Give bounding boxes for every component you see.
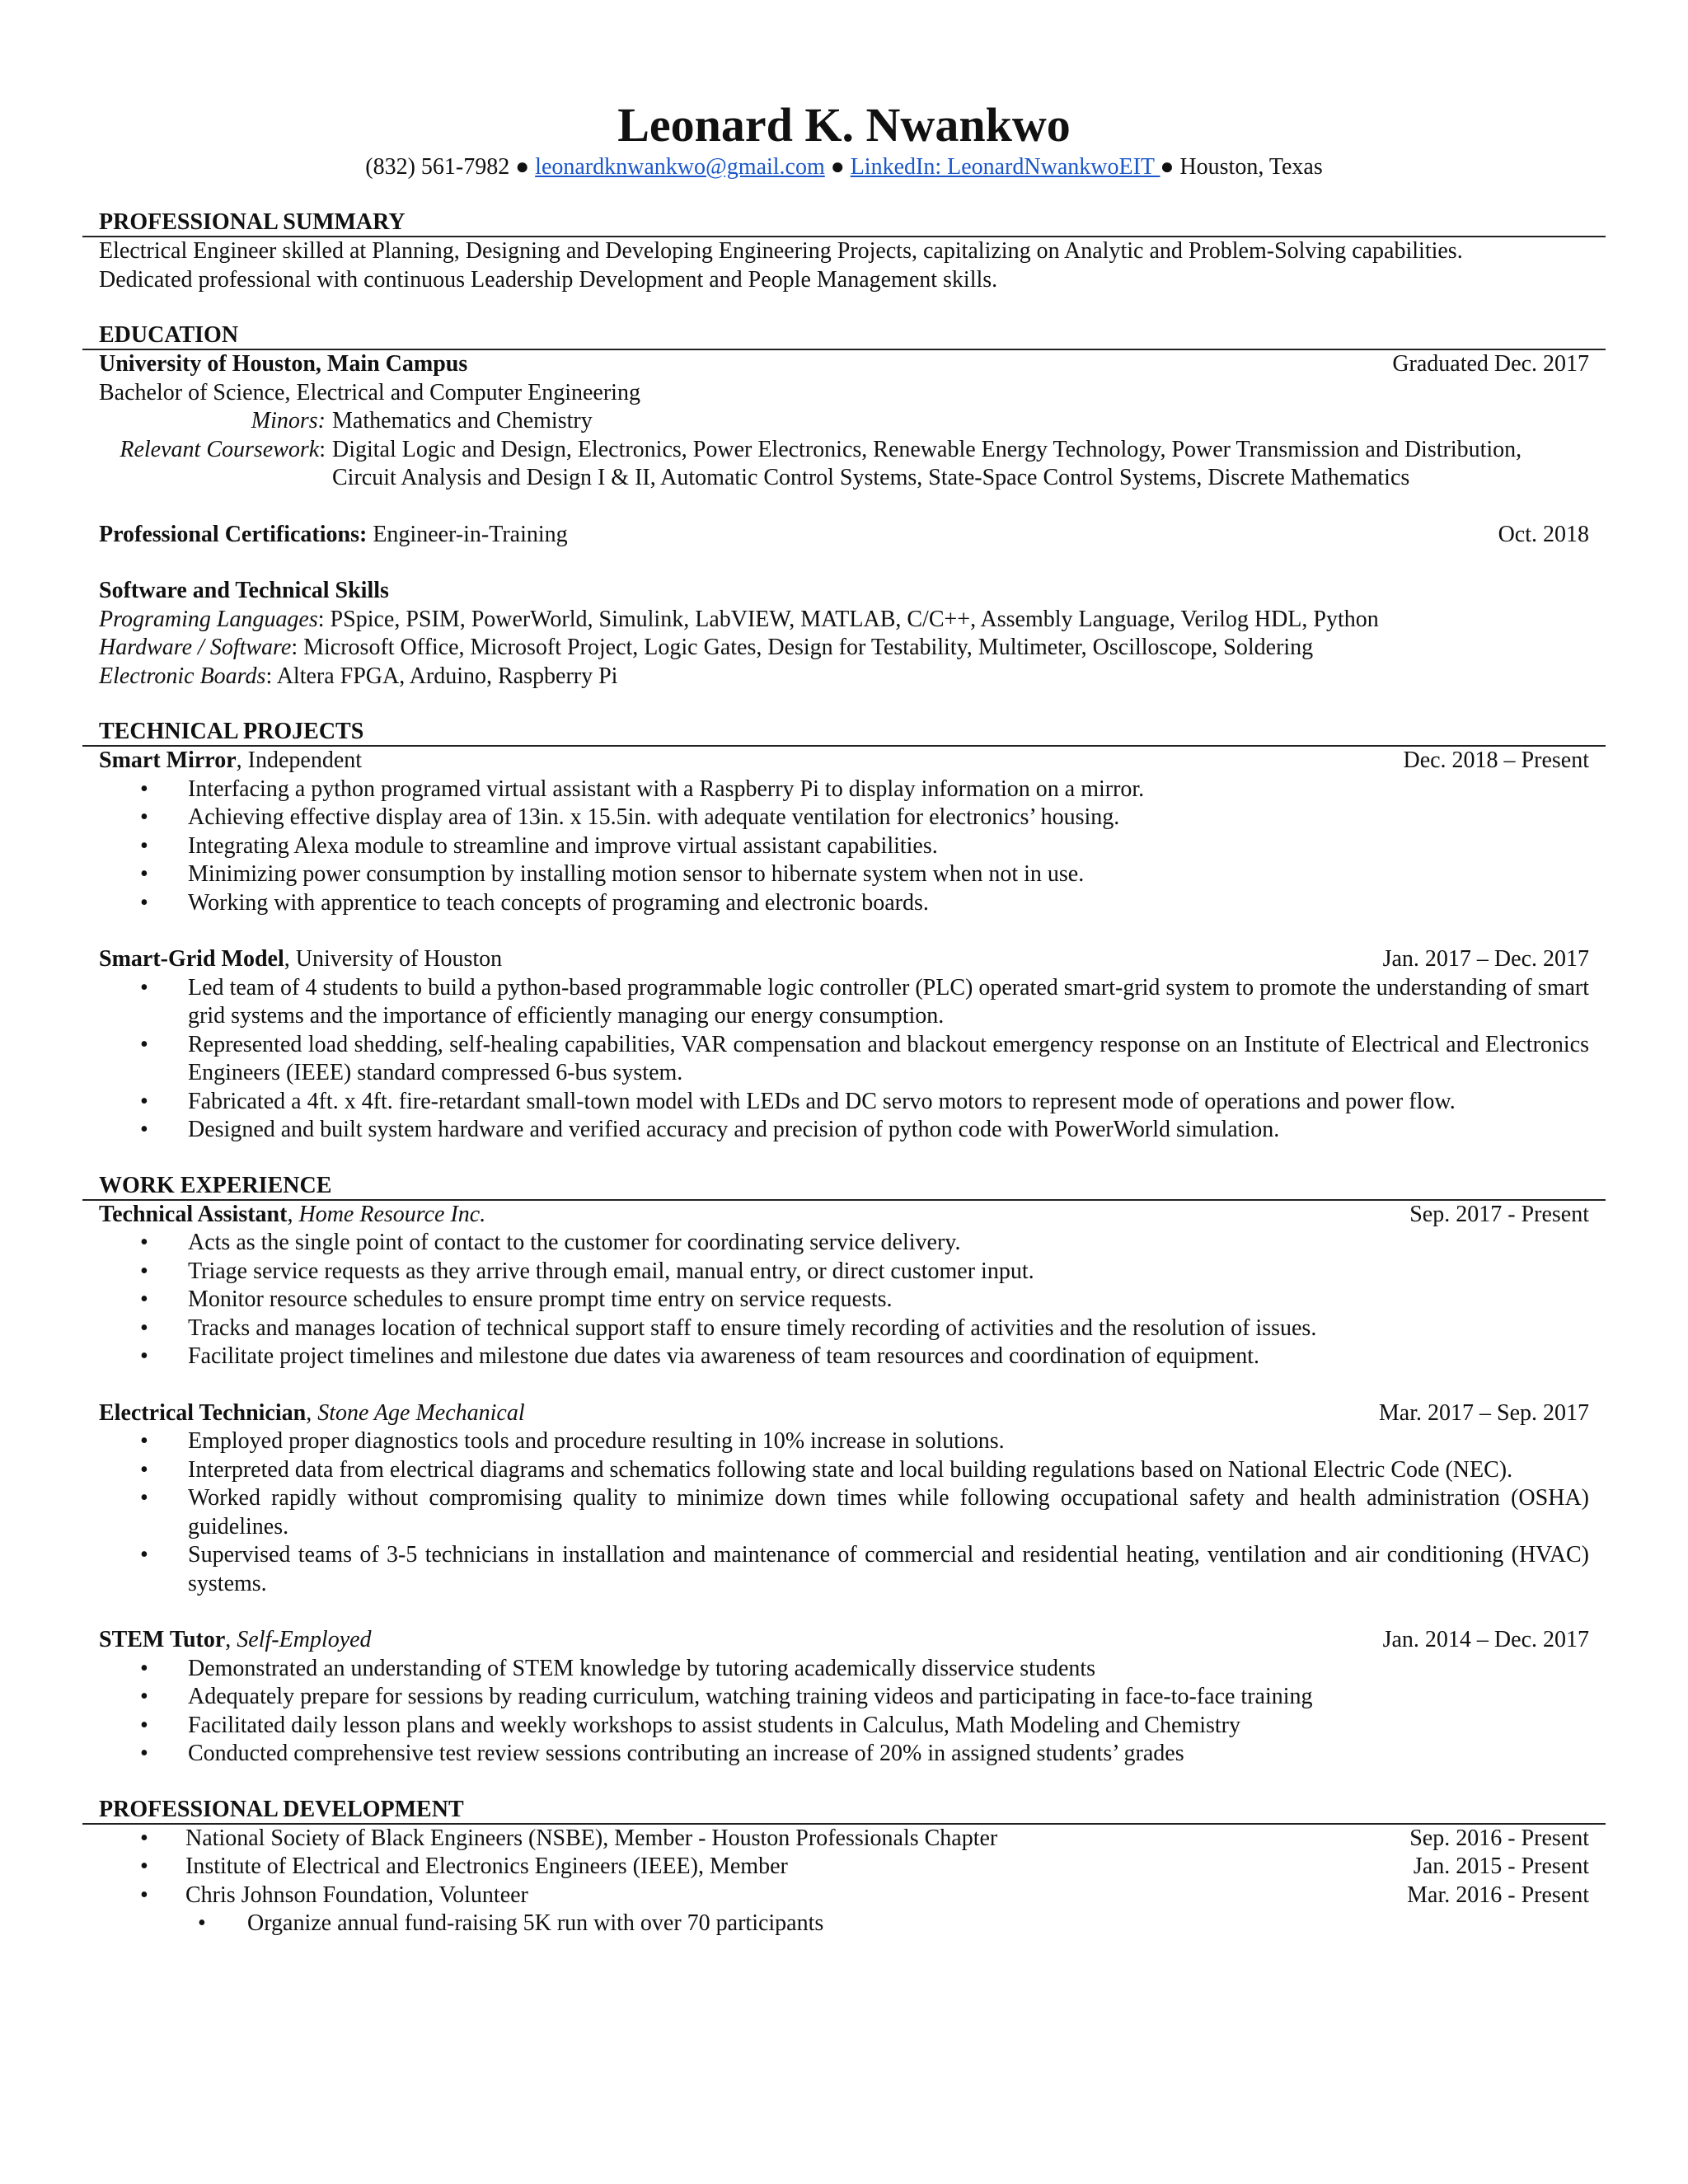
list-item: • Acts as the single point of contact to the customer for coordinating service delivery. <box>99 1229 1589 1258</box>
skill-label: Electronic Boards <box>99 663 266 689</box>
location: Houston, Texas <box>1179 154 1323 180</box>
section-title-projects: TECHNICAL PROJECTS <box>82 719 1606 747</box>
skill-value: Altera FPGA, Arduino, Raspberry Pi <box>276 663 618 689</box>
list-item: • Tracks and manages location of technical support staff to ensure timely recording of activities and the resolution of issues. <box>99 1315 1589 1343</box>
job-role: Electrical Technician <box>99 1399 307 1426</box>
coursework-row <box>99 436 1589 493</box>
minors-row <box>99 407 1589 436</box>
project-name: Smart Mirror <box>99 748 237 773</box>
skill-row: Hardware / Software: Microsoft Office, Microsoft Project, Logic Gates, Design for Testability, Multimeter, Oscilloscope, Soldering <box>99 635 1314 660</box>
job-header <box>99 1626 1589 1655</box>
membership: • Institute of Electrical and Electronics Engineers (IEEE), Member <box>185 1854 788 1879</box>
sub-bullets <box>99 1910 1589 1938</box>
list-item: • Represented load shedding, self-healing capabilities, VAR compensation and blackout emergency response on an Institute of Electrical and Electronics Engineers (IEEE) standard compressed 6-bus system. <box>99 1031 1589 1088</box>
section-title-development: PROFESSIONAL DEVELOPMENT <box>82 1797 1606 1825</box>
coursework-value: Digital Logic and Design, Electronics, Power Electronics, Renewable Energy Technology, Power Transmission and Distribution, Circuit Analysis and Design I & II, Automatic Control Systems, State-Space Control Systems, Discrete Mathematics <box>332 436 1522 490</box>
membership: • Chris Johnson Foundation, Volunteer <box>185 1882 528 1908</box>
list-item: • Conducted comprehensive test review sessions contributing an increase of 20% in assigned students’ grades <box>99 1740 1589 1769</box>
list-item: • Worked rapidly without compromising quality to minimize down times while following occupational safety and health administration (OSHA) guidelines. <box>99 1484 1589 1541</box>
project-bullets <box>99 776 1589 918</box>
project-org: Independent <box>247 748 363 773</box>
project-title: Smart-Grid Model, University of Houston <box>99 946 503 972</box>
list-item: • Demonstrated an understanding of STEM knowledge by tutoring academically disservice students <box>99 1655 1589 1684</box>
job-role: Technical Assistant <box>99 1201 288 1227</box>
project-header <box>99 747 1589 776</box>
certification-date: Oct. 2018 <box>1498 521 1589 547</box>
project-name: Smart-Grid Model <box>99 946 284 972</box>
list-item: • Employed proper diagnostics tools and procedure resulting in 10% increase in solutions. <box>99 1427 1589 1456</box>
list-item: • Interpreted data from electrical diagrams and schematics following state and local building regulations based on National Electric Code (NEC). <box>99 1456 1589 1485</box>
summary-line: Electrical Engineer skilled at Planning, Designing and Developing Engineering Projects, capitalizing on Analytic and Problem-Solving capabilities. <box>99 238 1463 264</box>
project-date: Dec. 2018 – Present <box>1403 748 1589 773</box>
job-bullets <box>99 1229 1589 1371</box>
list-item <box>99 1853 1589 1882</box>
project-header <box>99 945 1589 974</box>
project-date: Jan. 2017 – Dec. 2017 <box>1382 946 1589 972</box>
skill-label: Hardware / Software <box>99 635 292 660</box>
list-item: • Designed and built system hardware and verified accuracy and precision of python code with PowerWorld simulation. <box>99 1116 1589 1145</box>
list-item: • Adequately prepare for sessions by reading curriculum, watching training videos and participating in face-to-face training <box>99 1683 1589 1712</box>
job-title: Electrical Technician, Stone Age Mechanical <box>99 1399 525 1426</box>
job-company: Self-Employed <box>237 1627 372 1652</box>
separator: ● <box>1160 154 1175 180</box>
list-item: • Facilitated daily lesson plans and weekly workshops to assist students in Calculus, Math Modeling and Chemistry <box>99 1712 1589 1741</box>
candidate-name: Leonard K. Nwankwo <box>617 98 1071 152</box>
certification <box>99 521 568 550</box>
summary-line: Dedicated professional with continuous Leadership Development and People Management skills. <box>99 266 998 293</box>
resume-page <box>99 99 1589 1938</box>
phone-number: (832) 561-7982 <box>365 154 510 180</box>
job-bullets <box>99 1427 1589 1598</box>
membership: • National Society of Black Engineers (NSBE), Member - Houston Professionals Chapter <box>185 1825 998 1851</box>
minors-value: Mathematics and Chemistry <box>332 408 593 434</box>
coursework-label: Relevant Coursework <box>120 436 320 462</box>
skill-label: Programing Languages <box>99 606 318 632</box>
skill-value: PSpice, PSIM, PowerWorld, Simulink, LabVIEW, MATLAB, C/C++, Assembly Language, Verilog HDL, Python <box>330 606 1379 632</box>
job-date: Sep. 2017 - Present <box>1409 1201 1589 1227</box>
job-bullets <box>99 1655 1589 1769</box>
list-item: • Working with apprentice to teach concepts of programing and electronic boards. <box>99 889 1589 918</box>
job-date: Jan. 2014 – Dec. 2017 <box>1382 1627 1589 1652</box>
list-item: • Led team of 4 students to build a python-based programmable logic controller (PLC) operated smart-grid system to promote the understanding of smart grid systems and the importance of efficiently managing our energy consumption. <box>99 974 1589 1031</box>
list-item: • Monitor resource schedules to ensure prompt time entry on service requests. <box>99 1286 1589 1315</box>
school-row <box>99 350 1589 379</box>
list-item: • Achieving effective display area of 13in. x 15.5in. with adequate ventilation for electronics’ housing. <box>99 804 1589 832</box>
certification-value: Engineer-in-Training <box>373 521 568 547</box>
project-title: Smart Mirror, Independent <box>99 748 363 773</box>
membership-date: Mar. 2016 - Present <box>1407 1882 1589 1908</box>
list-item: • Minimizing power consumption by installing motion sensor to hibernate system when not in use. <box>99 860 1589 889</box>
list-item: • Integrating Alexa module to streamline and improve virtual assistant capabilities. <box>99 832 1589 861</box>
list-item <box>99 1825 1589 1854</box>
job-title: STEM Tutor, Self-Employed <box>99 1627 372 1652</box>
list-item: • Fabricated a 4ft. x 4ft. fire-retardant small-town model with LEDs and DC servo motors to represent mode of operations and power flow. <box>99 1088 1589 1117</box>
degree: Bachelor of Science, Electrical and Computer Engineering <box>99 379 640 405</box>
membership-date: Jan. 2015 - Present <box>1413 1854 1589 1879</box>
minors-label: Minors: <box>251 408 326 434</box>
email-link[interactable]: leonardknwankwo@gmail.com <box>535 154 825 180</box>
separator: ● <box>515 154 530 180</box>
linkedin-link[interactable]: LinkedIn: LeonardNwankwoEIT <box>850 154 1160 180</box>
job-header <box>99 1201 1589 1230</box>
skill-row: Electronic Boards: Altera FPGA, Arduino, Raspberry Pi <box>99 663 618 689</box>
certification-row <box>99 521 1589 550</box>
list-item <box>99 1882 1589 1910</box>
certification-label: Professional Certifications: <box>99 521 368 547</box>
job-date: Mar. 2017 – Sep. 2017 <box>1378 1399 1589 1426</box>
job-header <box>99 1399 1589 1428</box>
section-title-summary: PROFESSIONAL SUMMARY <box>82 209 1606 237</box>
job-company: Stone Age Mechanical <box>317 1399 525 1426</box>
project-bullets <box>99 974 1589 1145</box>
list-item: • Triage service requests as they arrive through email, manual entry, or direct customer input. <box>99 1258 1589 1286</box>
graduation-date: Graduated Dec. 2017 <box>1392 351 1589 377</box>
section-title-education: EDUCATION <box>82 322 1606 350</box>
section-title-work: WORK EXPERIENCE <box>82 1173 1606 1201</box>
separator: ● <box>830 154 845 180</box>
project-org: University of Houston <box>295 946 503 972</box>
coursework-label-wrap: Relevant Coursework: <box>120 436 326 462</box>
list-item: • Organize annual fund-raising 5K run with over 70 participants <box>99 1910 1589 1938</box>
school-name: University of Houston, Main Campus <box>99 351 468 377</box>
list-item: • Supervised teams of 3-5 technicians in installation and maintenance of commercial and residential heating, ventilation and air conditioning (HVAC) systems. <box>99 1541 1589 1598</box>
job-title: Technical Assistant, Home Resource Inc. <box>99 1201 486 1227</box>
membership-date: Sep. 2016 - Present <box>1409 1825 1589 1851</box>
contact-line <box>99 153 1589 181</box>
job-company: Home Resource Inc. <box>298 1201 486 1227</box>
list-item: • Interfacing a python programed virtual assistant with a Raspberry Pi to display information on a mirror. <box>99 776 1589 804</box>
skill-row: Programing Languages: PSpice, PSIM, PowerWorld, Simulink, LabVIEW, MATLAB, C/C++, Assembly Language, Verilog HDL, Python <box>99 606 1379 632</box>
skills-title: Software and Technical Skills <box>99 578 389 603</box>
job-role: STEM Tutor <box>99 1627 226 1652</box>
list-item: • Facilitate project timelines and milestone due dates via awareness of team resources and coordination of equipment. <box>99 1343 1589 1371</box>
skill-value: Microsoft Office, Microsoft Project, Logic Gates, Design for Testability, Multimeter, Oscilloscope, Soldering <box>303 635 1314 660</box>
